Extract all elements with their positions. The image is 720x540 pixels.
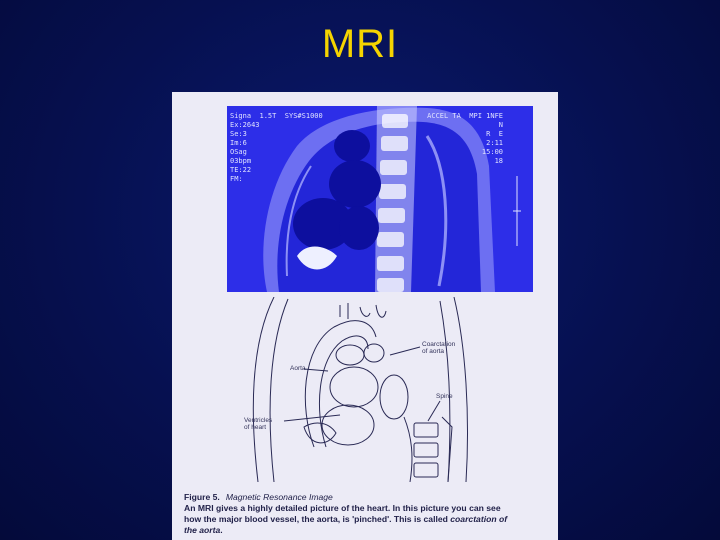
slide-title: MRI [321,22,399,66]
diagram-label-ventricles: Ventricles of heart [244,417,273,431]
mri-scan-image [227,106,533,292]
diagram-label-coarctation: Coarctation of aorta [422,341,456,355]
figure-label: Figure 5. [184,492,220,502]
diagram-label-aorta: Aorta [290,365,306,372]
diagram-label-spine: Spine [436,393,453,400]
mri-overlay-text-left: Signa 1.5T SYS#S1000 Ex:2643 Se:3 Im:6 OSag 03bpm TE:22 FM: [230,112,323,183]
mri-overlay-text-right: ACCEL TA MPI 1NFE N R E 2:11 15:00 18 [427,112,503,165]
textbook-page-image [172,92,558,540]
caption-line-3-text: . [220,525,223,535]
figure-title: Magnetic Resonance Image [225,492,333,502]
anatomy-diagram [244,297,480,482]
caption-line-3-emphasis: the aorta [184,525,221,535]
caption-line-3 [184,525,554,536]
caption-line-2-text: how the major blood vessel, the aorta, is 'pinched'. This is called [184,514,451,524]
anatomy-line-drawing [244,297,480,482]
caption-line-2 [184,514,554,525]
figure-caption [184,492,554,536]
caption-line-2-emphasis: coarctation of [450,514,508,524]
caption-line-1: An MRI gives a highly detailed picture of the heart. In this picture you can see [184,503,501,513]
